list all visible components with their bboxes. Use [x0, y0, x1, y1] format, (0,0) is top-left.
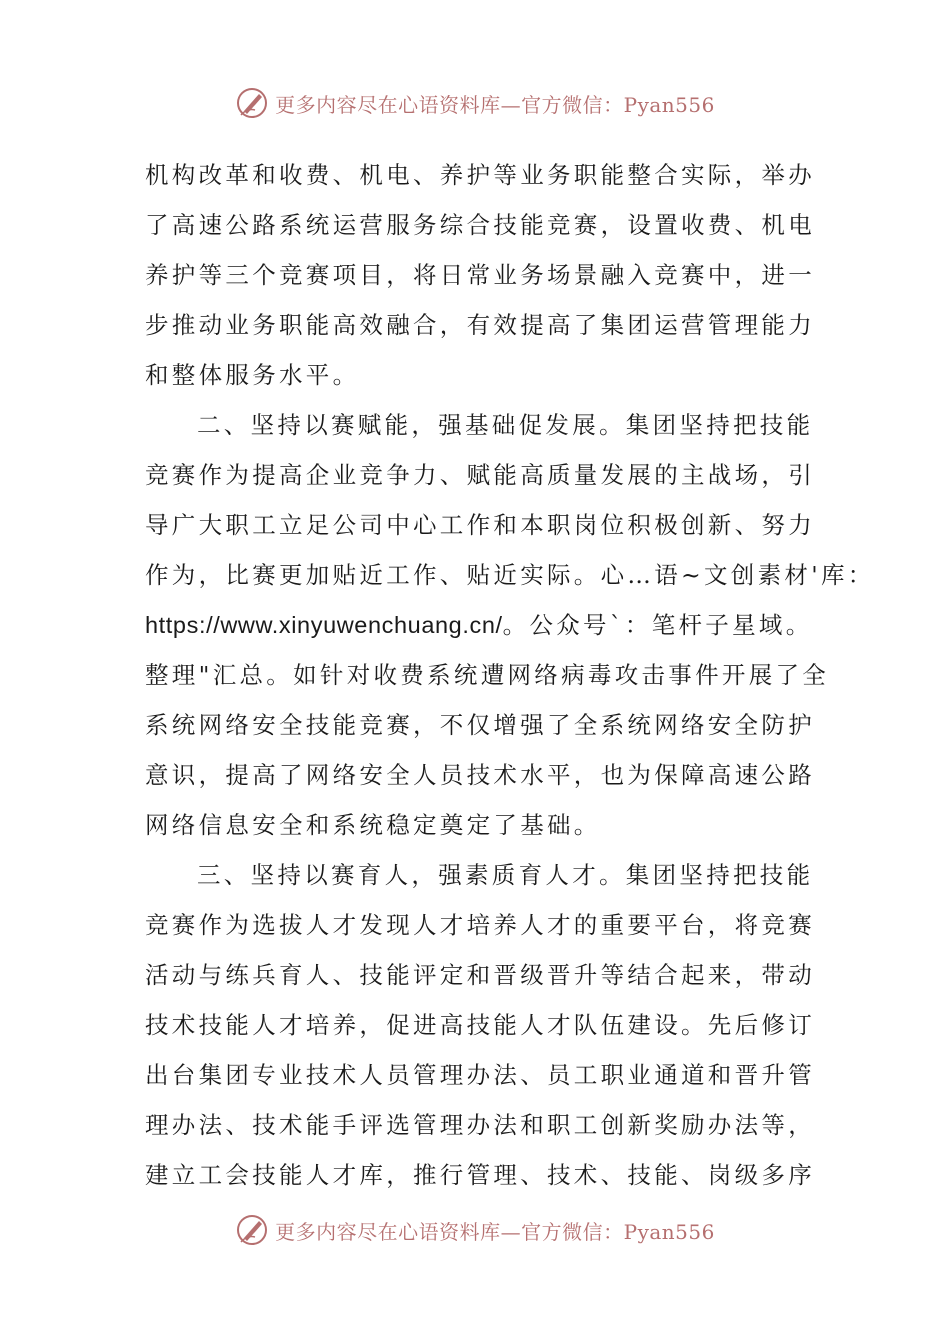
- document-body: [145, 150, 875, 1200]
- section-heading-line: 三、坚持以赛育人，强素质育人才。集团坚持把技能: [197, 861, 814, 889]
- body-line: 作为，比赛更加贴近工作、贴近实际。心…语~文创素材'库：: [145, 561, 875, 589]
- footer-banner: [0, 1208, 950, 1252]
- body-line: 了高速公路系统运营服务综合技能竞赛，设置收费、机电: [145, 211, 815, 239]
- body-line: 活动与练兵育人、技能评定和晋级晋升等结合起来，带动: [145, 961, 815, 989]
- pen-writing-icon: [235, 86, 269, 120]
- url-text: https://www.xinyuwenchuang.cn/: [145, 612, 503, 638]
- body-line: 意识，提高了网络安全人员技术水平，也为保障高速公路: [145, 761, 815, 789]
- footer-brand: 更多内容尽在心语资料库: [275, 1219, 501, 1244]
- section-heading-line: 二、坚持以赛赋能，强基础促发展。集团坚持把技能: [197, 411, 814, 439]
- body-line: 和整体服务水平。: [145, 361, 360, 389]
- body-line: 技术技能人才培养，促进高技能人才队伍建设。先后修订: [145, 1011, 815, 1039]
- body-line: 竞赛作为选拔人才发现人才培养人才的重要平台，将竞赛: [145, 911, 815, 939]
- pen-writing-icon: [235, 1213, 269, 1247]
- body-line: 整理"汇总。如针对收费系统遭网络病毒攻击事件开展了全: [145, 661, 830, 689]
- body-line: 理办法、技术能手评选管理办法和职工创新奖励办法等，: [145, 1111, 815, 1139]
- body-line: 网络信息安全和系统稳定奠定了基础。: [145, 811, 601, 839]
- header-wechat: 官方微信：Pyan556: [521, 92, 715, 117]
- body-line: 系统网络安全技能竞赛，不仅增强了全系统网络安全防护: [145, 711, 815, 739]
- body-line: 导广大职工立足公司中心工作和本职岗位积极创新、努力: [145, 511, 815, 539]
- body-line: 建立工会技能人才库，推行管理、技术、技能、岗级多序: [145, 1161, 815, 1189]
- footer-wechat: 官方微信：Pyan556: [521, 1219, 715, 1244]
- wechat-account-text: 。公众号`：笔杆子星域。: [502, 611, 813, 639]
- body-line: 步推动业务职能高效融合，有效提高了集团运营管理能力: [145, 311, 815, 339]
- header-separator: —: [500, 92, 522, 117]
- body-line: 出台集团专业技术人员管理办法、员工职业通道和晋升管: [145, 1061, 815, 1089]
- header-brand: 更多内容尽在心语资料库: [275, 92, 501, 117]
- footer-text: [275, 1216, 715, 1245]
- footer-separator: —: [500, 1219, 522, 1244]
- header-text: [275, 89, 715, 118]
- body-line: 机构改革和收费、机电、养护等业务职能整合实际，举办: [145, 161, 815, 189]
- body-line: 养护等三个竞赛项目，将日常业务场景融入竞赛中，进一: [145, 261, 815, 289]
- body-line: 竞赛作为提高企业竞争力、赋能高质量发展的主战场，引: [145, 461, 815, 489]
- header-banner: [0, 81, 950, 125]
- url-line: [145, 600, 813, 650]
